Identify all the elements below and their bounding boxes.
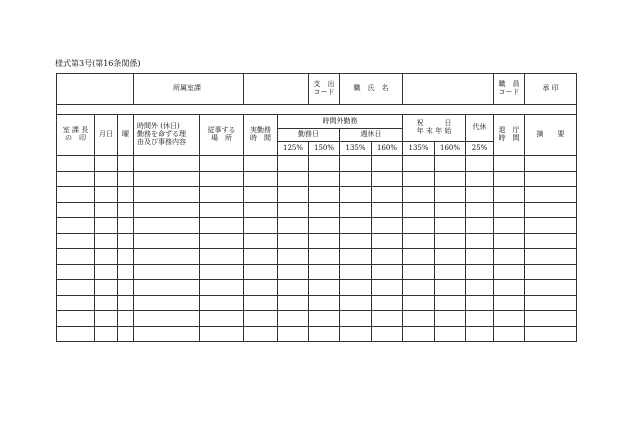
table-cell[interactable] xyxy=(57,295,95,311)
table-cell[interactable] xyxy=(525,218,577,234)
branch-code-label xyxy=(309,74,340,105)
table-cell[interactable] xyxy=(494,280,525,296)
table-cell[interactable] xyxy=(466,249,494,265)
table-cell[interactable] xyxy=(134,218,200,234)
table-cell[interactable] xyxy=(372,187,403,203)
table-cell[interactable] xyxy=(403,280,435,296)
table-cell[interactable] xyxy=(372,233,403,249)
table-cell[interactable] xyxy=(118,311,134,327)
col-overtime-text: 時間外勤務 xyxy=(322,116,358,125)
col-yearend xyxy=(403,115,466,142)
table-cell[interactable] xyxy=(435,187,466,203)
table-cell[interactable] xyxy=(278,280,309,296)
table-cell[interactable] xyxy=(340,171,372,187)
table-cell[interactable] xyxy=(435,171,466,187)
table-cell[interactable] xyxy=(403,202,435,218)
pct-hd-160: 160% xyxy=(372,142,403,156)
table-cell[interactable] xyxy=(494,295,525,311)
col-remarks xyxy=(525,115,577,156)
table-cell[interactable] xyxy=(57,218,95,234)
table-cell[interactable] xyxy=(435,326,466,342)
table-cell[interactable] xyxy=(134,156,200,172)
table-cell[interactable] xyxy=(244,156,278,172)
table-cell[interactable] xyxy=(525,249,577,265)
col-holiday-text: 週休日 xyxy=(360,130,382,139)
col-manager-seal xyxy=(57,115,95,156)
table-cell[interactable] xyxy=(134,171,200,187)
table-cell[interactable] xyxy=(525,202,577,218)
employee-code-label-2: コード xyxy=(498,88,520,96)
name-label xyxy=(340,74,403,105)
table-cell[interactable] xyxy=(494,187,525,203)
pct-hd-135: 135% xyxy=(340,142,372,156)
table-cell[interactable] xyxy=(200,218,244,234)
seal-label-text: 承 印 xyxy=(542,84,559,93)
table-cell[interactable] xyxy=(95,156,118,172)
table-cell[interactable] xyxy=(403,249,435,265)
table-cell[interactable] xyxy=(403,264,435,280)
employee-code-label-1: 職 員 xyxy=(498,80,520,89)
table-cell[interactable] xyxy=(278,202,309,218)
header-blank xyxy=(57,74,134,105)
table-cell[interactable] xyxy=(309,218,340,234)
table-cell[interactable] xyxy=(244,218,278,234)
pct-ye-160: 160% xyxy=(435,142,466,156)
col-workday-text: 勤務日 xyxy=(298,130,320,139)
table-cell[interactable] xyxy=(200,171,244,187)
table-cell[interactable] xyxy=(278,326,309,342)
table-cell[interactable] xyxy=(200,249,244,265)
table-cell[interactable] xyxy=(278,295,309,311)
table-cell[interactable] xyxy=(244,249,278,265)
table-cell[interactable] xyxy=(57,280,95,296)
table-cell[interactable] xyxy=(200,202,244,218)
table-cell[interactable] xyxy=(57,311,95,327)
table-cell[interactable] xyxy=(95,311,118,327)
table-cell[interactable] xyxy=(57,264,95,280)
table-cell[interactable] xyxy=(244,187,278,203)
table-cell[interactable] xyxy=(372,264,403,280)
table-cell[interactable] xyxy=(340,326,372,342)
table-cell[interactable] xyxy=(309,187,340,203)
table-cell[interactable] xyxy=(435,156,466,172)
col-manager-seal-2: の 印 xyxy=(65,134,86,142)
table-cell[interactable] xyxy=(200,187,244,203)
table-cell[interactable] xyxy=(466,156,494,172)
table-cell[interactable] xyxy=(95,171,118,187)
table-cell[interactable] xyxy=(494,233,525,249)
table-cell[interactable] xyxy=(118,156,134,172)
table-cell[interactable] xyxy=(466,202,494,218)
table-cell[interactable] xyxy=(309,280,340,296)
col-place-1: 従事する xyxy=(207,126,236,135)
table-cell[interactable] xyxy=(309,249,340,265)
col-reason-3: 由及び事務内容 xyxy=(137,137,187,146)
table-cell[interactable] xyxy=(435,295,466,311)
table-cell[interactable] xyxy=(466,311,494,327)
col-substitute-text: 代休 xyxy=(472,123,487,132)
col-yearend-2: 年 末 年 始 xyxy=(416,127,452,135)
table-cell[interactable] xyxy=(278,156,309,172)
table-cell[interactable] xyxy=(244,295,278,311)
table-row xyxy=(57,171,577,187)
table-cell[interactable] xyxy=(134,326,200,342)
table-cell[interactable] xyxy=(134,280,200,296)
seal-label xyxy=(525,74,577,105)
table-cell[interactable] xyxy=(403,295,435,311)
table-cell[interactable] xyxy=(403,171,435,187)
col-yearend-1: 祝 日 xyxy=(416,119,452,128)
table-cell[interactable] xyxy=(57,233,95,249)
col-manager-seal-1: 室 課 長 xyxy=(62,126,89,135)
table-cell[interactable] xyxy=(278,171,309,187)
col-place-2: 場 所 xyxy=(211,134,233,142)
table-cell[interactable] xyxy=(525,264,577,280)
col-workday xyxy=(278,129,340,142)
table-cell[interactable] xyxy=(466,280,494,296)
table-cell[interactable] xyxy=(200,233,244,249)
table-cell[interactable] xyxy=(244,311,278,327)
table-cell[interactable] xyxy=(466,187,494,203)
col-weekday-text: 曜 xyxy=(122,130,129,139)
table-cell[interactable] xyxy=(118,202,134,218)
table-cell[interactable] xyxy=(118,326,134,342)
table-cell[interactable] xyxy=(525,295,577,311)
table-cell[interactable] xyxy=(118,187,134,203)
branch-code-label-1: 支 出 xyxy=(313,80,335,89)
table-row xyxy=(57,156,577,172)
table-cell[interactable] xyxy=(494,218,525,234)
table-row xyxy=(57,218,577,234)
table-cell[interactable] xyxy=(340,249,372,265)
table-cell[interactable] xyxy=(372,218,403,234)
col-remarks-text: 摘 要 xyxy=(536,130,565,139)
table-cell[interactable] xyxy=(309,233,340,249)
table-cell[interactable] xyxy=(134,233,200,249)
pct-wd-150: 150% xyxy=(309,142,340,156)
table-cell[interactable] xyxy=(118,280,134,296)
table-cell[interactable] xyxy=(134,202,200,218)
table-cell[interactable] xyxy=(372,156,403,172)
table-cell[interactable] xyxy=(435,218,466,234)
col-actual-hours xyxy=(244,115,278,156)
table-cell[interactable] xyxy=(372,295,403,311)
branch-code-label-2: コード xyxy=(313,88,335,96)
pct-wd-125: 125% xyxy=(278,142,309,156)
table-cell[interactable] xyxy=(494,264,525,280)
table-cell[interactable] xyxy=(435,202,466,218)
table-cell[interactable] xyxy=(118,171,134,187)
col-actual-hours-2: 時 間 xyxy=(250,134,272,142)
table-cell[interactable] xyxy=(494,202,525,218)
table-cell[interactable] xyxy=(466,326,494,342)
table-row xyxy=(57,326,577,342)
col-leave-1: 退 庁 xyxy=(498,126,520,135)
table-cell[interactable] xyxy=(525,311,577,327)
col-leave-2: 時 間 xyxy=(498,134,520,142)
table-cell[interactable] xyxy=(200,156,244,172)
table-cell[interactable] xyxy=(466,171,494,187)
record-rows xyxy=(57,156,577,342)
table-cell[interactable] xyxy=(525,280,577,296)
table-cell[interactable] xyxy=(95,249,118,265)
table-cell[interactable] xyxy=(134,311,200,327)
table-cell[interactable] xyxy=(244,202,278,218)
table-cell[interactable] xyxy=(95,187,118,203)
table-cell[interactable] xyxy=(372,326,403,342)
table-cell[interactable] xyxy=(403,233,435,249)
spacer-row xyxy=(57,105,577,115)
table-cell[interactable] xyxy=(200,326,244,342)
table-cell[interactable] xyxy=(403,218,435,234)
table-cell[interactable] xyxy=(525,171,577,187)
table-cell[interactable] xyxy=(435,249,466,265)
table-cell[interactable] xyxy=(134,187,200,203)
table-cell[interactable] xyxy=(57,187,95,203)
table-cell[interactable] xyxy=(57,326,95,342)
col-substitute xyxy=(466,115,494,142)
table-cell[interactable] xyxy=(494,326,525,342)
employee-code-label xyxy=(494,74,525,105)
table-cell[interactable] xyxy=(95,326,118,342)
table-cell[interactable] xyxy=(57,249,95,265)
table-cell[interactable] xyxy=(340,233,372,249)
col-reason-1: 時間外 (休日) xyxy=(137,122,180,131)
table-cell[interactable] xyxy=(340,264,372,280)
table-cell[interactable] xyxy=(118,249,134,265)
table-row xyxy=(57,202,577,218)
table-cell[interactable] xyxy=(57,171,95,187)
table-cell[interactable] xyxy=(95,202,118,218)
table-cell[interactable] xyxy=(118,295,134,311)
pct-ye-135: 135% xyxy=(403,142,435,156)
pct-sub-25: 25% xyxy=(466,142,494,156)
table-cell[interactable] xyxy=(95,218,118,234)
table-row xyxy=(57,311,577,327)
table-cell[interactable] xyxy=(278,249,309,265)
table-cell[interactable] xyxy=(278,264,309,280)
table-cell[interactable] xyxy=(435,280,466,296)
table-cell[interactable] xyxy=(340,280,372,296)
table-cell[interactable] xyxy=(435,311,466,327)
table-cell[interactable] xyxy=(278,233,309,249)
table-cell[interactable] xyxy=(278,187,309,203)
table-cell[interactable] xyxy=(278,311,309,327)
col-place xyxy=(200,115,244,156)
table-cell[interactable] xyxy=(340,311,372,327)
table-cell[interactable] xyxy=(340,202,372,218)
header-row xyxy=(57,74,577,105)
table-cell[interactable] xyxy=(372,202,403,218)
table-cell[interactable] xyxy=(372,249,403,265)
col-overtime xyxy=(278,115,403,129)
table-cell[interactable] xyxy=(278,218,309,234)
table-cell[interactable] xyxy=(466,295,494,311)
table-cell[interactable] xyxy=(494,156,525,172)
table-cell[interactable] xyxy=(95,280,118,296)
table-cell[interactable] xyxy=(403,311,435,327)
table-cell[interactable] xyxy=(340,187,372,203)
table-cell[interactable] xyxy=(309,171,340,187)
dept-field[interactable] xyxy=(244,74,309,105)
table-cell[interactable] xyxy=(525,187,577,203)
table-cell[interactable] xyxy=(403,187,435,203)
col-reason xyxy=(134,115,200,156)
table-cell[interactable] xyxy=(134,264,200,280)
table-cell[interactable] xyxy=(466,233,494,249)
name-field[interactable] xyxy=(403,74,494,105)
table-cell[interactable] xyxy=(200,295,244,311)
table-cell[interactable] xyxy=(244,326,278,342)
table-cell[interactable] xyxy=(118,218,134,234)
table-cell[interactable] xyxy=(95,233,118,249)
table-cell[interactable] xyxy=(372,171,403,187)
table-cell[interactable] xyxy=(95,295,118,311)
table-cell[interactable] xyxy=(466,218,494,234)
table-cell[interactable] xyxy=(435,264,466,280)
overtime-record-table xyxy=(56,73,577,342)
table-cell[interactable] xyxy=(466,264,494,280)
table-cell[interactable] xyxy=(200,280,244,296)
col-reason-2: 勤務を命ずる理 xyxy=(137,130,187,139)
col-weekday xyxy=(118,115,134,156)
table-cell[interactable] xyxy=(309,264,340,280)
col-actual-hours-1: 実勤務 xyxy=(250,126,272,135)
table-row xyxy=(57,295,577,311)
table-cell[interactable] xyxy=(340,295,372,311)
table-cell[interactable] xyxy=(403,156,435,172)
table-cell[interactable] xyxy=(244,280,278,296)
table-cell[interactable] xyxy=(340,156,372,172)
table-cell[interactable] xyxy=(525,156,577,172)
table-cell[interactable] xyxy=(309,326,340,342)
table-cell[interactable] xyxy=(200,311,244,327)
table-cell[interactable] xyxy=(134,295,200,311)
table-cell[interactable] xyxy=(244,264,278,280)
table-cell[interactable] xyxy=(134,249,200,265)
table-cell[interactable] xyxy=(340,218,372,234)
col-month-day-text: 月日 xyxy=(99,130,113,139)
name-label-text: 職 氏 名 xyxy=(353,84,389,93)
col-month-day xyxy=(95,115,118,156)
table-cell[interactable] xyxy=(403,326,435,342)
table-cell[interactable] xyxy=(309,156,340,172)
table-cell[interactable] xyxy=(309,295,340,311)
table-row xyxy=(57,264,577,280)
table-row xyxy=(57,280,577,296)
dept-label: 所属室課 xyxy=(173,84,202,93)
table-cell[interactable] xyxy=(118,233,134,249)
table-cell[interactable] xyxy=(372,311,403,327)
form-number: 様式第3号(第16条関係) xyxy=(55,59,141,68)
table-cell[interactable] xyxy=(525,326,577,342)
table-cell[interactable] xyxy=(435,233,466,249)
table-cell[interactable] xyxy=(525,233,577,249)
column-header-row-1 xyxy=(57,115,577,129)
col-leave-time xyxy=(494,115,525,156)
table-cell[interactable] xyxy=(494,171,525,187)
table-cell[interactable] xyxy=(309,202,340,218)
table-row xyxy=(57,249,577,265)
table-cell[interactable] xyxy=(57,202,95,218)
table-cell[interactable] xyxy=(244,233,278,249)
table-row xyxy=(57,233,577,249)
table-cell[interactable] xyxy=(57,156,95,172)
table-cell[interactable] xyxy=(200,264,244,280)
table-cell[interactable] xyxy=(95,264,118,280)
table-cell[interactable] xyxy=(244,171,278,187)
table-cell[interactable] xyxy=(372,280,403,296)
table-cell[interactable] xyxy=(494,311,525,327)
table-cell[interactable] xyxy=(309,311,340,327)
table-cell[interactable] xyxy=(494,249,525,265)
table-row xyxy=(57,187,577,203)
table-cell[interactable] xyxy=(118,264,134,280)
col-holiday xyxy=(340,129,403,142)
